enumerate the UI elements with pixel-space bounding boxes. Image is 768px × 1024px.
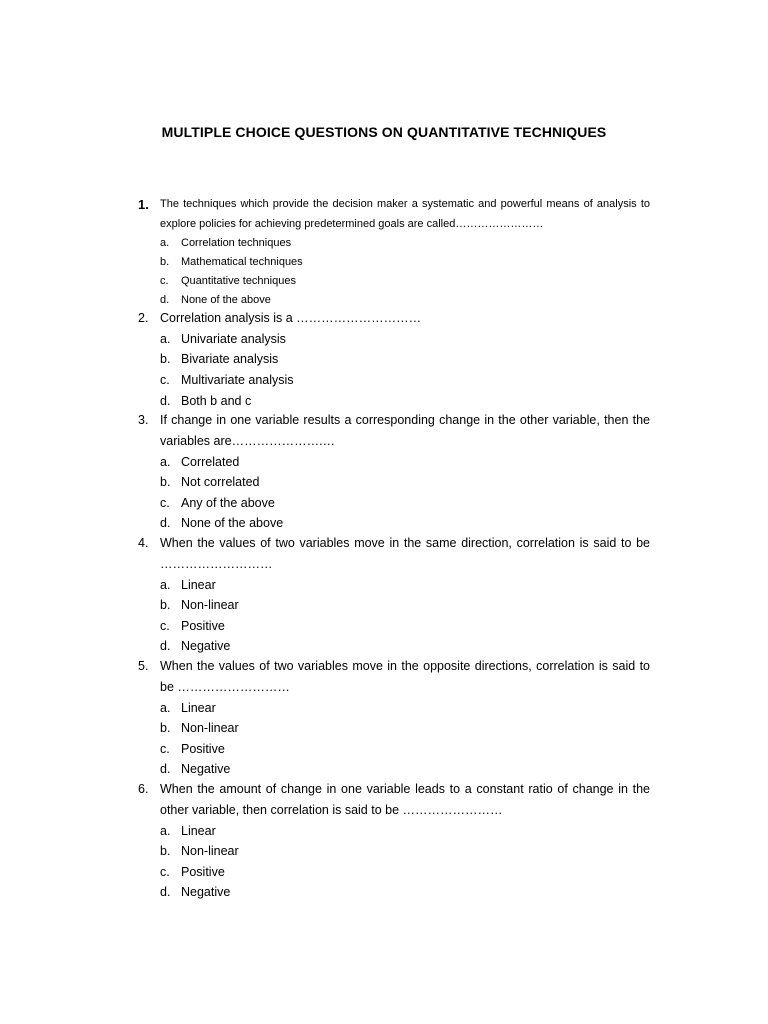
option-c — [138, 616, 650, 637]
option-letter: b. — [160, 475, 171, 490]
question-number: 6. — [138, 782, 149, 796]
option-b — [138, 253, 650, 272]
question-number: 3. — [138, 413, 149, 427]
option-text: Mathematical techniques — [181, 256, 303, 269]
option-text: Both b and c — [181, 393, 252, 408]
option-b — [138, 841, 650, 862]
question-2 — [138, 308, 650, 411]
option-a — [138, 452, 650, 473]
question-6 — [138, 779, 650, 903]
question-text: The techniques which provide the decision maker a systematic and powerful means of analysis to explore policies for achieving predetermined goals are called…………………… — [160, 198, 650, 230]
question-text: Correlation analysis is a ………………………… — [160, 311, 422, 325]
option-d — [138, 391, 650, 412]
option-text: Bivariate analysis — [181, 352, 279, 367]
option-text: Non-linear — [181, 721, 239, 736]
option-letter: d. — [160, 762, 171, 777]
question-number: 5. — [138, 659, 149, 673]
option-d — [138, 759, 650, 780]
option-letter: d. — [160, 639, 171, 654]
option-a — [138, 821, 650, 842]
option-letter: c. — [160, 372, 170, 387]
option-letter: c. — [160, 618, 170, 633]
option-b — [138, 472, 650, 493]
option-letter: b. — [160, 844, 171, 859]
option-text: Negative — [181, 885, 231, 900]
option-c — [138, 272, 650, 291]
option-text: Negative — [181, 639, 231, 654]
option-a — [138, 329, 650, 350]
option-letter: c. — [160, 275, 169, 288]
option-c — [138, 370, 650, 391]
option-letter: b. — [160, 721, 171, 736]
page-title: MULTIPLE CHOICE QUESTIONS ON QUANTITATIVE TECHNIQUES — [161, 124, 607, 140]
option-text: Not correlated — [181, 475, 260, 490]
option-letter: d. — [160, 393, 171, 408]
option-text: Positive — [181, 741, 225, 756]
question-text: When the values of two variables move in the opposite directions, correlation is said to be ……………………… — [160, 659, 650, 694]
option-letter: b. — [160, 598, 171, 613]
option-letter: a. — [160, 454, 171, 469]
option-text: Positive — [181, 618, 225, 633]
option-text: Multivariate analysis — [181, 372, 294, 387]
option-text: Non-linear — [181, 598, 239, 613]
option-c — [138, 862, 650, 883]
option-text: Linear — [181, 823, 216, 838]
question-number: 4. — [138, 536, 149, 550]
option-c — [138, 739, 650, 760]
option-text: Linear — [181, 577, 216, 592]
option-b — [138, 595, 650, 616]
option-text: Correlation techniques — [181, 237, 292, 249]
option-a — [138, 575, 650, 596]
option-letter: d. — [160, 294, 170, 307]
option-letter: a. — [160, 577, 171, 592]
option-text: Non-linear — [181, 844, 239, 859]
option-text: Quantitative techniques — [181, 275, 296, 288]
question-text: If change in one variable results a corresponding change in the other variable, then the variables are………………….… — [160, 413, 650, 448]
question-number: 1. — [138, 197, 149, 212]
option-text: None of the above — [181, 516, 284, 531]
option-c — [138, 493, 650, 514]
option-text: Correlated — [181, 454, 240, 469]
question-1 — [138, 195, 650, 310]
option-a — [138, 234, 650, 253]
option-letter: c. — [160, 864, 170, 879]
option-letter: d. — [160, 885, 171, 900]
option-letter: a. — [160, 331, 171, 346]
option-d — [138, 513, 650, 534]
option-letter: c. — [160, 741, 170, 756]
question-number: 2. — [138, 311, 149, 325]
option-d — [138, 636, 650, 657]
question-5 — [138, 656, 650, 780]
option-text: Any of the above — [181, 495, 275, 510]
option-letter: a. — [160, 237, 170, 249]
option-letter: b. — [160, 352, 171, 367]
option-letter: c. — [160, 495, 170, 510]
option-b — [138, 718, 650, 739]
option-text: Negative — [181, 762, 231, 777]
option-text: Univariate analysis — [181, 331, 286, 346]
option-b — [138, 349, 650, 370]
option-letter: a. — [160, 700, 171, 715]
option-letter: d. — [160, 516, 171, 531]
option-text: None of the above — [181, 294, 271, 307]
option-text: Linear — [181, 700, 216, 715]
option-letter: b. — [160, 256, 170, 269]
question-text: When the values of two variables move in the same direction, correlation is said to be ……………………… — [160, 536, 650, 571]
option-letter: a. — [160, 823, 171, 838]
question-text: When the amount of change in one variable leads to a constant ratio of change in the other variable, then correlation is said to be …………………… — [160, 782, 650, 817]
option-text: Positive — [181, 864, 225, 879]
question-3 — [138, 410, 650, 534]
option-d — [138, 882, 650, 903]
option-a — [138, 698, 650, 719]
question-4 — [138, 533, 650, 657]
